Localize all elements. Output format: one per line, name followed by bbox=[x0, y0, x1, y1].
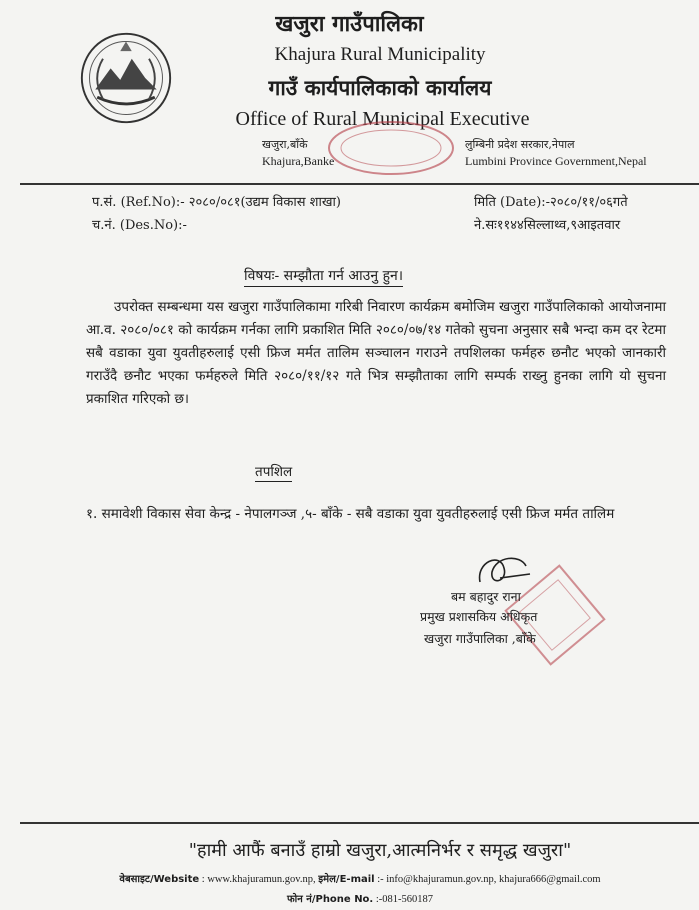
website-label: वेबसाइट/Website bbox=[119, 874, 200, 885]
dispatch-number: च.नं. (Des.No):- bbox=[92, 218, 187, 233]
phone-number: :-081-560187 bbox=[375, 894, 434, 905]
website-link[interactable]: : www.khajuramun.gov.np, bbox=[201, 874, 316, 885]
address-en: Khajura,Banke bbox=[262, 154, 335, 168]
municipality-title-np: खजुरा गाउँपालिका bbox=[275, 11, 424, 37]
office-title-np: गाउँ कार्यपालिकाको कार्यालय bbox=[268, 75, 492, 100]
header-divider bbox=[20, 183, 699, 185]
footer-slogan: "हामी आफैं बनाउँ हाम्रो खजुरा,आत्मनिर्भर र समृद्ध खजुरा" bbox=[188, 840, 572, 861]
footer-contacts bbox=[0, 871, 699, 885]
letter-body: उपरोक्त सम्बन्धमा यस खजुरा गाउँपालिकामा गरिबी निवारण कार्यक्रम बमोजिम खजुरा गाउँपालिकाको आयोजनामा आ.व. २०८०/०८१ को कार्यक्रम गर्नका लागि प्रकाशित मिति २०८०/०७/१४ गतेको सुचना अनुसार सबै भन्दा कम दर रेटमा सबै वडाका युवा युवतीहरुलाई एसी फ्रिज मर्मत तालिम सञ्चालन गराउने तपशिलका फर्महरु छनौट भएको जानकारी गराउँदै छनौट भएका फर्महरुले मिति २०८०/११/१२ गते भित्र सम्झौताका लागि सम्पर्क राख्नु हुनका लागि यो सुचना प्रकाशित गरिएको छ। bbox=[86, 299, 666, 407]
province-block bbox=[465, 136, 647, 170]
signatory-name: बम बहादुर राना bbox=[451, 589, 521, 604]
details-item: १. समावेशी विकास सेवा केन्द्र - नेपालगञ्ज ,५- बाँके - सबै वडाका युवा युवतीहरुलाई एसी फ्रिज मर्मत तालिम bbox=[86, 506, 615, 522]
letter-date: मिति (Date):-२०८०/११/०६गते bbox=[474, 195, 628, 210]
office-title-en: Office of Rural Municipal Executive bbox=[235, 108, 530, 130]
municipality-title-en: Khajura Rural Municipality bbox=[274, 44, 486, 65]
details-heading: तपशिल bbox=[255, 464, 293, 480]
address-np: खजुरा,बाँके bbox=[262, 138, 308, 151]
letter-subject: विषयः- सम्झौता गर्न आउनु हुन। bbox=[244, 266, 403, 287]
office-stamp-icon bbox=[326, 118, 456, 178]
signatory-office: खजुरा गाउँपालिका ,बाँके bbox=[424, 631, 536, 646]
signatory-title: प्रमुख प्रशासकिय अधिकृत bbox=[420, 609, 538, 624]
footer-divider bbox=[20, 822, 699, 824]
nepal-sambat-date: ने.सः११४४सिल्लाथ्व,९आइतवार bbox=[474, 218, 621, 233]
reference-number: प.सं. (Ref.No):- २०८०/०८१(उद्यम विकास शाखा) bbox=[92, 195, 341, 210]
footer-phone bbox=[0, 891, 699, 905]
address-block bbox=[262, 136, 334, 170]
email-link[interactable]: :- info@khajuramun.gov.np, khajura666@gmail.com bbox=[377, 874, 601, 885]
phone-label: फोन नं/Phone No. bbox=[286, 894, 374, 905]
email-label: इमेल/E-mail bbox=[318, 874, 375, 885]
province-np: लुम्बिनी प्रदेश सरकार,नेपाल bbox=[465, 138, 575, 151]
province-en: Lumbini Province Government,Nepal bbox=[465, 154, 647, 168]
